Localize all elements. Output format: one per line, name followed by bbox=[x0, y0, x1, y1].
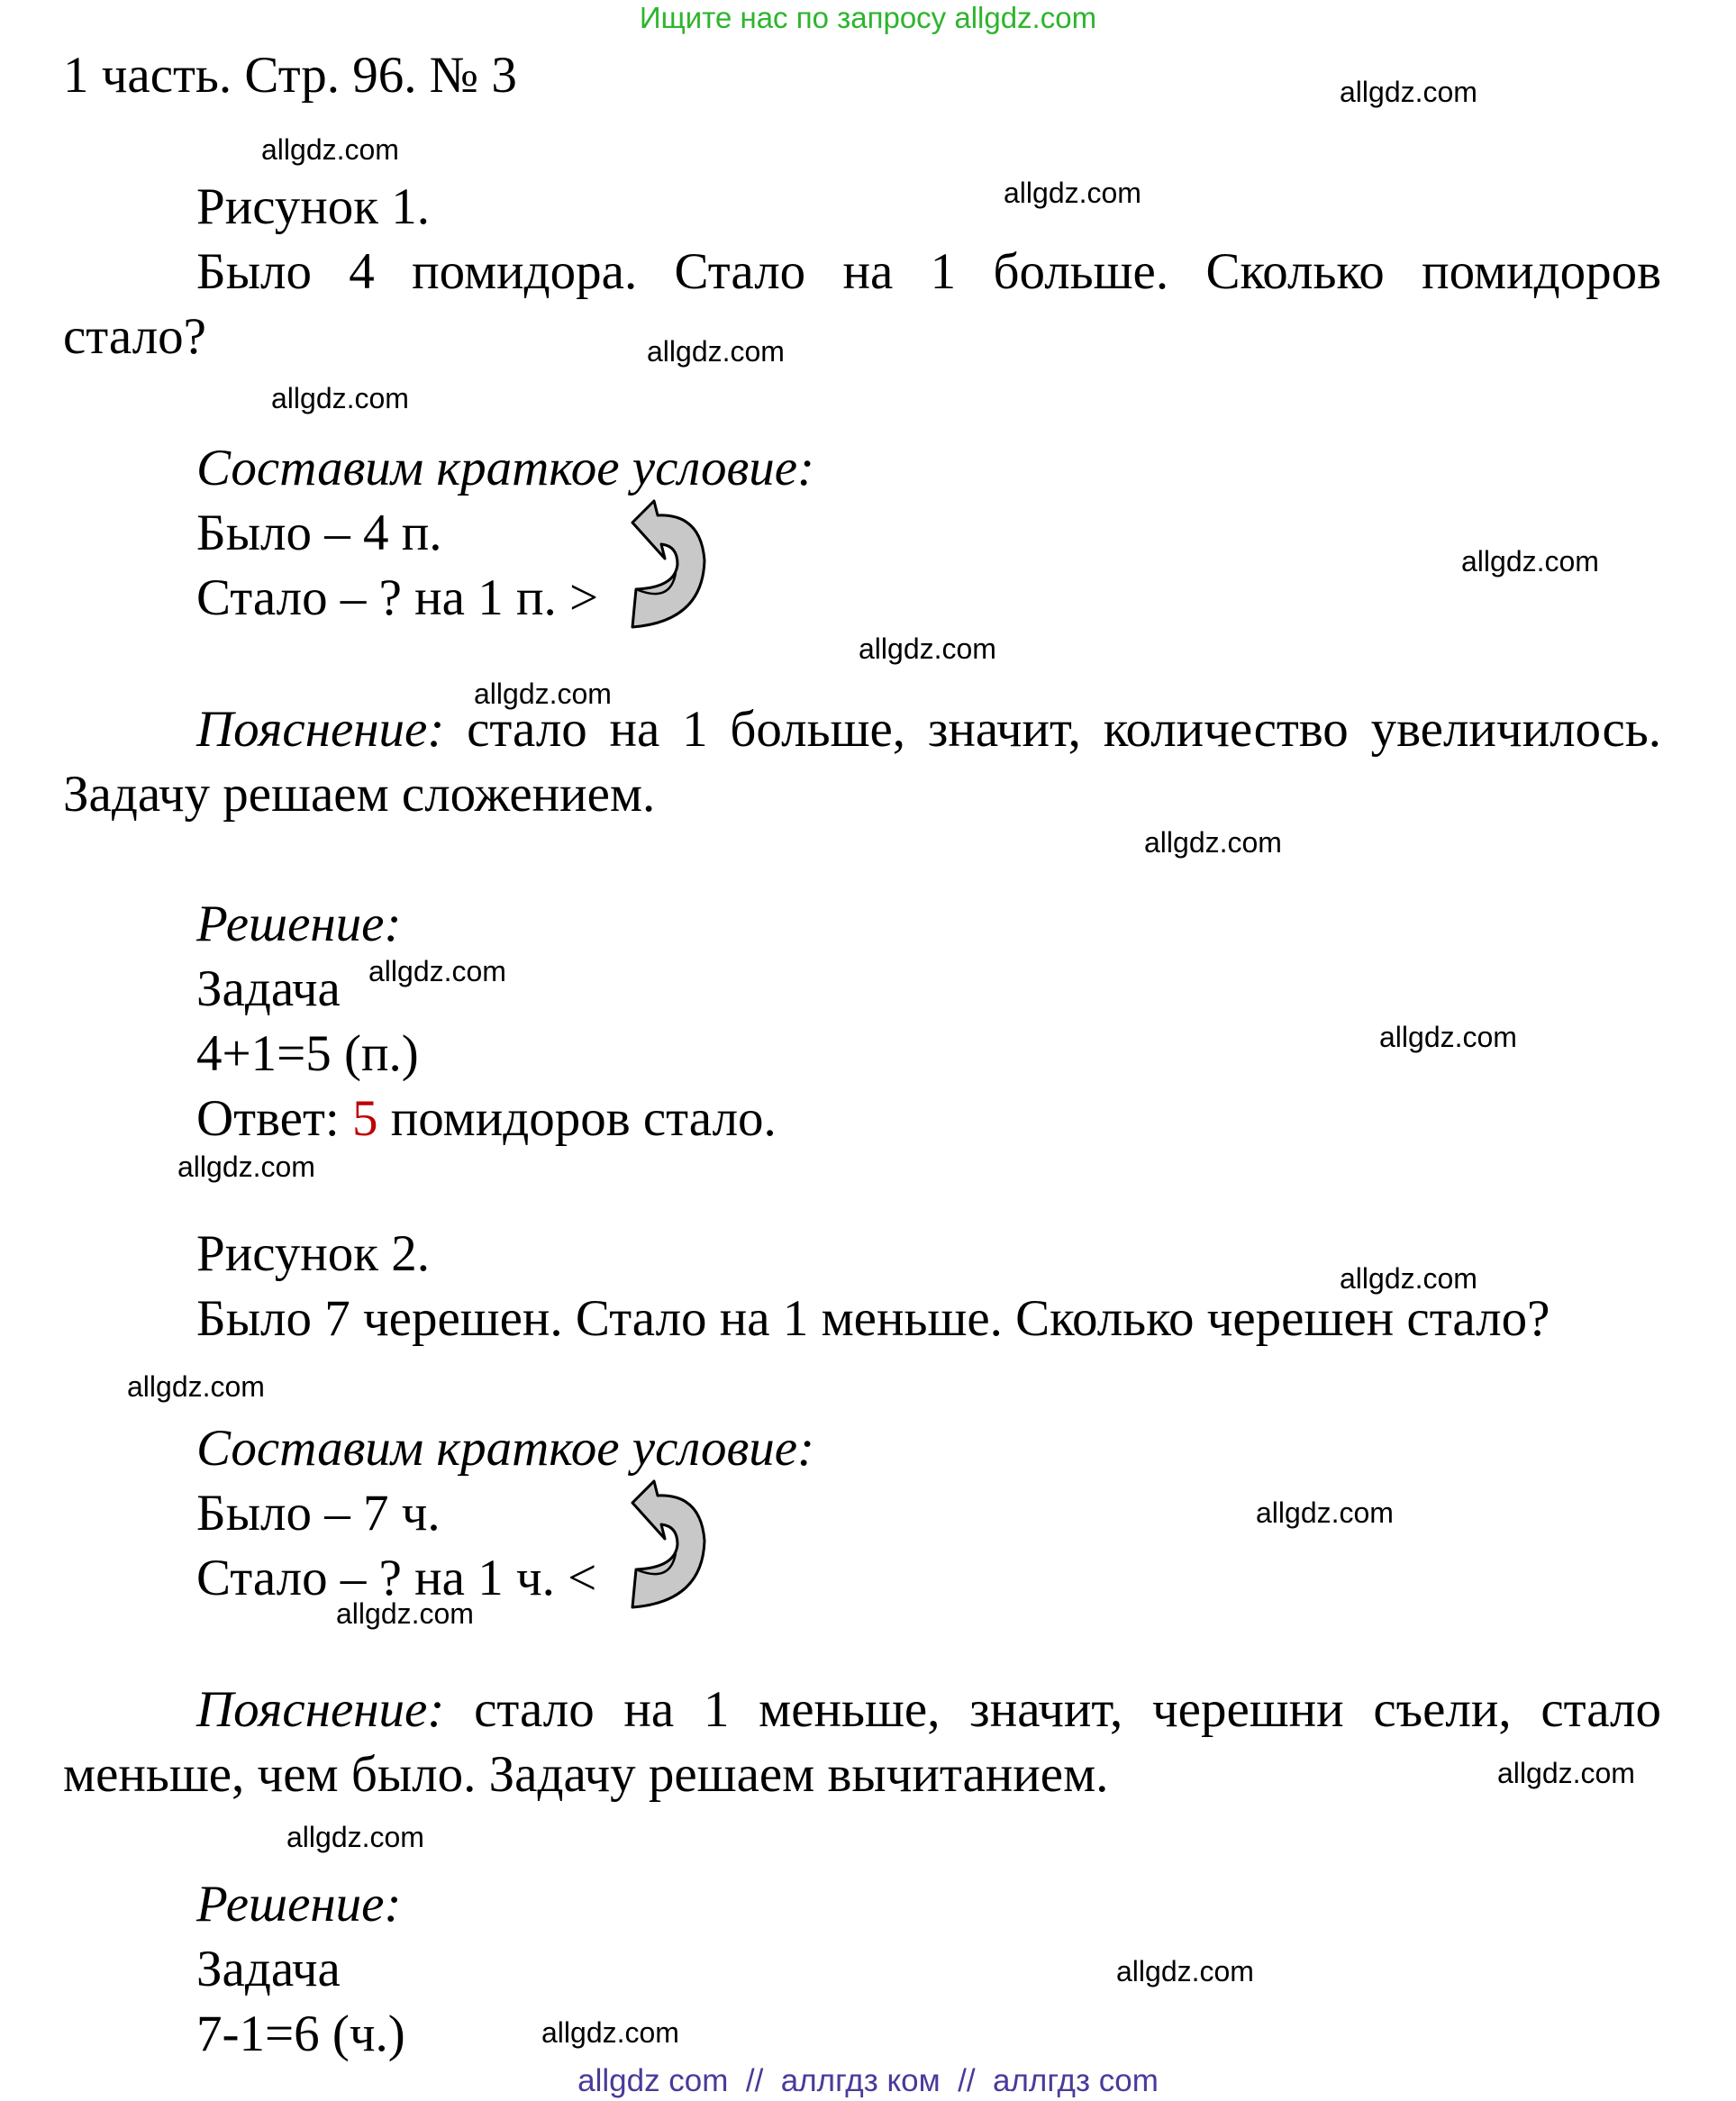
watermark: allgdz.com bbox=[127, 1370, 265, 1403]
figure2-explanation-row bbox=[196, 1678, 1661, 1742]
watermark: allgdz.com bbox=[1256, 1496, 1394, 1529]
watermark: allgdz.com bbox=[541, 2016, 679, 2049]
figure1-problem-line2: стало? bbox=[63, 308, 206, 365]
figure1-answer-value: 5 bbox=[351, 1090, 378, 1147]
figure1-explanation-text: стало на 1 больше, значит, количество увеличилось. bbox=[467, 701, 1661, 758]
figure1-task-label: Задача bbox=[196, 960, 341, 1017]
figure1-condition-label: Составим краткое условие: bbox=[196, 440, 814, 496]
figure2-condition-was: Было – 7 ч. bbox=[196, 1485, 441, 1542]
watermark: allgdz.com bbox=[1340, 1262, 1477, 1295]
figure2-problem-line1: Было 7 черешен. Стало на 1 меньше. Сколько черешен стало? bbox=[196, 1290, 1550, 1347]
watermark: allgdz.com bbox=[647, 335, 785, 368]
figure1-explanation-row bbox=[196, 697, 1661, 762]
figure1-answer-suffix: помидоров стало. bbox=[377, 1090, 777, 1147]
watermark: allgdz.com bbox=[474, 678, 612, 710]
figure1-solution-label: Решение: bbox=[196, 896, 402, 952]
figure1-answer bbox=[196, 1087, 777, 1151]
figure2-condition-now: Стало – ? на 1 ч. < bbox=[196, 1550, 597, 1606]
watermark: allgdz.com bbox=[1379, 1021, 1517, 1053]
figure1-condition-was: Было – 4 п. bbox=[196, 505, 442, 561]
watermark: allgdz.com bbox=[286, 1821, 424, 1853]
figure2-task-label: Задача bbox=[196, 1941, 341, 1997]
watermark: allgdz.com bbox=[1144, 826, 1282, 859]
figure2-explanation-line2: меньше, чем было. Задачу решаем вычитанием. bbox=[63, 1746, 1109, 1803]
watermark: allgdz.com bbox=[1116, 1955, 1254, 1987]
figure2-heading: Рисунок 2. bbox=[196, 1225, 430, 1282]
watermark: allgdz.com bbox=[1497, 1757, 1635, 1789]
figure1-explanation-line1 bbox=[196, 697, 1661, 762]
figure1-heading: Рисунок 1. bbox=[196, 178, 430, 235]
figure2-solution-label: Решение: bbox=[196, 1876, 402, 1933]
watermark: allgdz.com bbox=[271, 382, 409, 414]
curved-arrow-icon bbox=[623, 1478, 717, 1611]
figure2-explanation-text: стало на 1 меньше, значит, черешни съели, стало bbox=[474, 1681, 1661, 1738]
page-title: 1 часть. Стр. 96. № 3 bbox=[63, 47, 517, 104]
figure1-equation: 4+1=5 (п.) bbox=[196, 1025, 419, 1082]
watermark: allgdz.com bbox=[336, 1597, 474, 1630]
watermark: allgdz.com bbox=[177, 1151, 315, 1183]
watermark: allgdz.com bbox=[1461, 545, 1599, 578]
figure2-condition-label: Составим краткое условие: bbox=[196, 1420, 814, 1477]
curved-arrow-icon bbox=[623, 497, 717, 631]
figure2-explanation-label: Пояснение: bbox=[196, 1681, 445, 1738]
watermark: allgdz.com bbox=[1340, 76, 1477, 108]
figure1-answer-prefix: Ответ: bbox=[196, 1090, 352, 1147]
watermark: allgdz.com bbox=[368, 955, 506, 987]
top-banner: Ищите нас по запросу allgdz.com bbox=[639, 1, 1097, 34]
watermark: allgdz.com bbox=[1004, 177, 1141, 209]
figure1-problem-line1: Было 4 помидора. Стало на 1 больше. Сколько помидоров bbox=[196, 243, 1661, 300]
figure1-condition-now: Стало – ? на 1 п. > bbox=[196, 569, 599, 626]
figure1-explanation-line2: Задачу решаем сложением. bbox=[63, 766, 656, 823]
figure1-explanation-label: Пояснение: bbox=[196, 701, 445, 758]
watermark: allgdz.com bbox=[859, 632, 996, 665]
watermark: allgdz.com bbox=[261, 133, 399, 166]
figure2-explanation-line1 bbox=[196, 1678, 1661, 1742]
figure2-equation: 7-1=6 (ч.) bbox=[196, 2006, 405, 2062]
bottom-banner: allgdz com // аллгдз ком // аллгдз com bbox=[577, 2063, 1159, 2098]
